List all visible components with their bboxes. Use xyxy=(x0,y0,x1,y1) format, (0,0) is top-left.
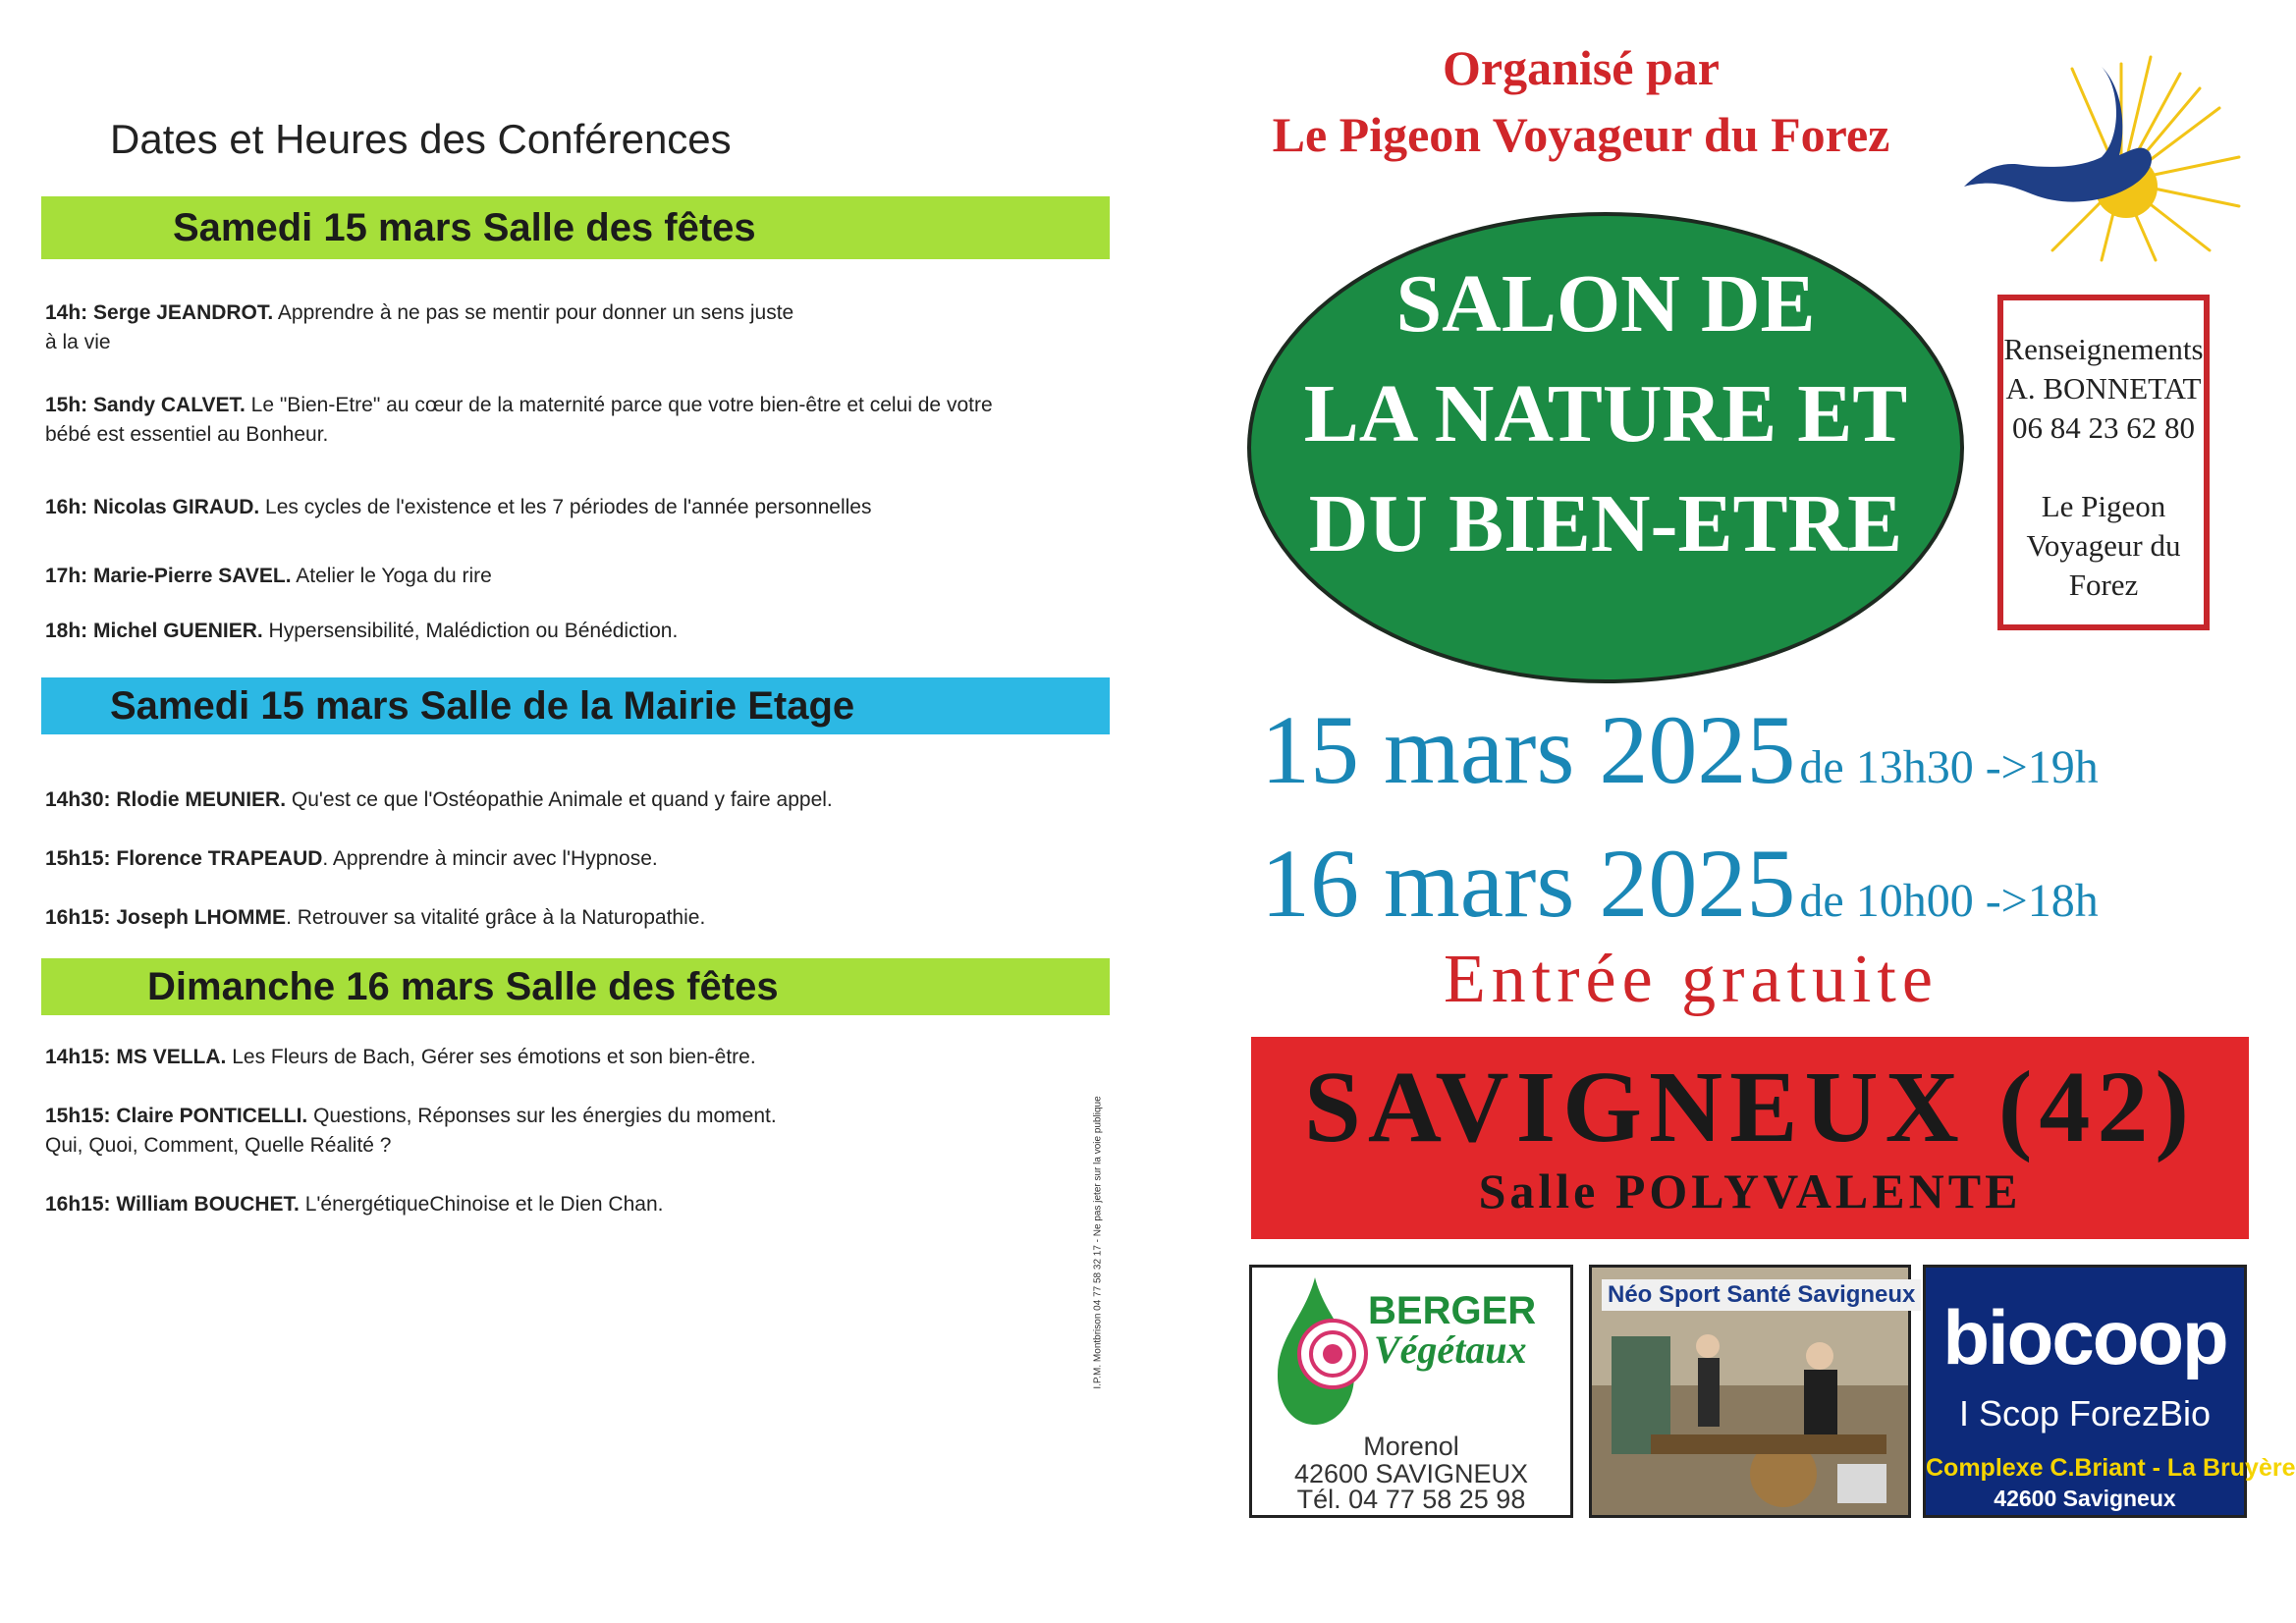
talk-speaker: 18h: Michel GUENIER. xyxy=(45,620,263,642)
session-band-sunday-salle-fetes: Dimanche 16 mars Salle des fêtes xyxy=(41,958,1110,1015)
sponsor-neo-sport xyxy=(1589,1265,1916,1518)
info-phone: 06 84 23 62 80 xyxy=(2012,410,2195,445)
salon-title-line: SALON DE xyxy=(1395,258,1816,350)
info-box xyxy=(1997,295,2210,630)
talk-speaker: 14h15: MS VELLA. xyxy=(45,1046,227,1068)
biocoop-city: 42600 Savigneux xyxy=(1994,1486,2176,1511)
talk-topic-cont: bébé est essentiel au Bonheur. xyxy=(45,423,329,446)
session-band-saturday-mairie: Samedi 15 mars Salle de la Mairie Etage xyxy=(41,677,1110,734)
salon-title-line: LA NATURE ET xyxy=(1303,368,1908,460)
talk-item xyxy=(45,298,1106,357)
date-1: 15 mars 2025 xyxy=(1261,695,1796,804)
talk-topic: Les Fleurs de Bach, Gérer ses émotions et son bien-être. xyxy=(226,1046,756,1068)
talk-speaker: 14h30: Rlodie MEUNIER. xyxy=(45,788,287,811)
date-2: 16 mars 2025 xyxy=(1261,829,1796,938)
talk-topic: . Retrouver sa vitalité grâce à la Naturopathie. xyxy=(286,906,706,929)
talk-item xyxy=(45,617,1106,646)
salon-title xyxy=(1247,249,1964,579)
free-entry: Entrée gratuite xyxy=(1444,942,1939,1017)
berger-address-line: Morenol xyxy=(1363,1432,1459,1461)
talk-speaker: 15h15: Claire PONTICELLI. xyxy=(45,1105,308,1127)
berger-name: BERGER xyxy=(1368,1289,1537,1332)
info-label: Renseignements xyxy=(2003,332,2204,366)
location-venue: Salle POLYVALENTE xyxy=(1478,1163,2022,1218)
talk-topic: Hypersensibilité, Malédiction ou Bénédiction. xyxy=(262,620,679,642)
info-org-line: Voyageur du xyxy=(2026,528,2181,563)
print-credit: I.P.M. Montbrison 04 77 58 32 17 - Ne pas jeter sur la voie publique xyxy=(1092,1096,1104,1389)
location-town: SAVIGNEUX (42) xyxy=(1304,1051,2196,1163)
talk-item xyxy=(45,493,1106,522)
talk-topic: L'énergétiqueChinoise et le Dien Chan. xyxy=(299,1193,664,1216)
biocoop-complex: Complexe C.Briant - La Bruyère xyxy=(1926,1454,2296,1482)
talk-topic: Apprendre à ne pas se mentir pour donner un sens juste xyxy=(273,301,794,324)
talk-topic: Le "Bien-Etre" au cœur de la maternité parce que votre bien-être et celui de votre xyxy=(245,394,993,416)
talk-item xyxy=(45,903,1106,933)
talk-topic-cont: à la vie xyxy=(45,331,111,353)
talk-topic: Qu'est ce que l'Ostéopathie Animale et quand y faire appel. xyxy=(286,788,833,811)
date-line-2 xyxy=(1261,827,2099,940)
talk-topic: Atelier le Yoga du rire xyxy=(291,565,492,587)
berger-sub: Végétaux xyxy=(1374,1327,1527,1372)
berger-address-line: 42600 SAVIGNEUX xyxy=(1293,1459,1529,1488)
talk-topic: Les cycles de l'existence et les 7 périodes de l'année personnelles xyxy=(259,496,872,518)
organizer-label: Organisé par xyxy=(1443,40,1720,95)
biocoop-logo: biocoop xyxy=(1942,1294,2227,1380)
talk-item xyxy=(45,1102,1106,1161)
dove-icon xyxy=(1964,67,2152,202)
talk-item xyxy=(45,844,1106,874)
talk-speaker: 14h: Serge JEANDROT. xyxy=(45,301,274,324)
dove-sun-icon xyxy=(1954,49,2249,265)
talk-topic: . Apprendre à mincir avec l'Hypnose. xyxy=(322,847,658,870)
talk-speaker: 16h15: William BOUCHET. xyxy=(45,1193,300,1216)
talk-topic: Questions, Réponses sur les énergies du moment. xyxy=(307,1105,777,1127)
talk-topic-cont: Qui, Quoi, Comment, Quelle Réalité ? xyxy=(45,1134,392,1157)
session-band-saturday-salle-fetes: Samedi 15 mars Salle des fêtes xyxy=(41,196,1110,259)
info-org-line: Forez xyxy=(2068,568,2139,602)
neo-sport-title: Néo Sport Santé Savigneux xyxy=(1602,1279,1921,1311)
talk-item xyxy=(45,785,1106,815)
talk-speaker: 15h15: Florence TRAPEAUD xyxy=(45,847,323,870)
talk-item xyxy=(45,1043,1106,1072)
hours-2: de 10h00 ->18h xyxy=(1799,875,2099,927)
berger-phone: Tél. 04 77 58 25 98 xyxy=(1296,1485,1526,1514)
talk-speaker: 16h: Nicolas GIRAUD. xyxy=(45,496,260,518)
biocoop-scop: I Scop ForezBio xyxy=(1958,1393,2212,1434)
sponsor-biocoop xyxy=(1923,1265,2296,1518)
info-contact-name: A. BONNETAT xyxy=(2005,371,2202,406)
organizer-name: Le Pigeon Voyageur du Forez xyxy=(1272,107,1890,162)
sponsor-berger xyxy=(1249,1265,1573,1518)
talk-speaker: 15h: Sandy CALVET. xyxy=(45,394,246,416)
talk-speaker: 16h15: Joseph LHOMME xyxy=(45,906,287,929)
talk-item xyxy=(45,1190,1106,1219)
hours-1: de 13h30 ->19h xyxy=(1799,741,2099,793)
talk-item xyxy=(45,391,1106,450)
date-line-1 xyxy=(1261,693,2099,806)
info-org-line: Le Pigeon xyxy=(2041,489,2166,523)
talk-item xyxy=(45,562,1106,591)
salon-title-line: DU BIEN-ETRE xyxy=(1308,478,1903,569)
talk-speaker: 17h: Marie-Pierre SAVEL. xyxy=(45,565,292,587)
conferences-heading: Dates et Heures des Conférences xyxy=(110,116,732,162)
